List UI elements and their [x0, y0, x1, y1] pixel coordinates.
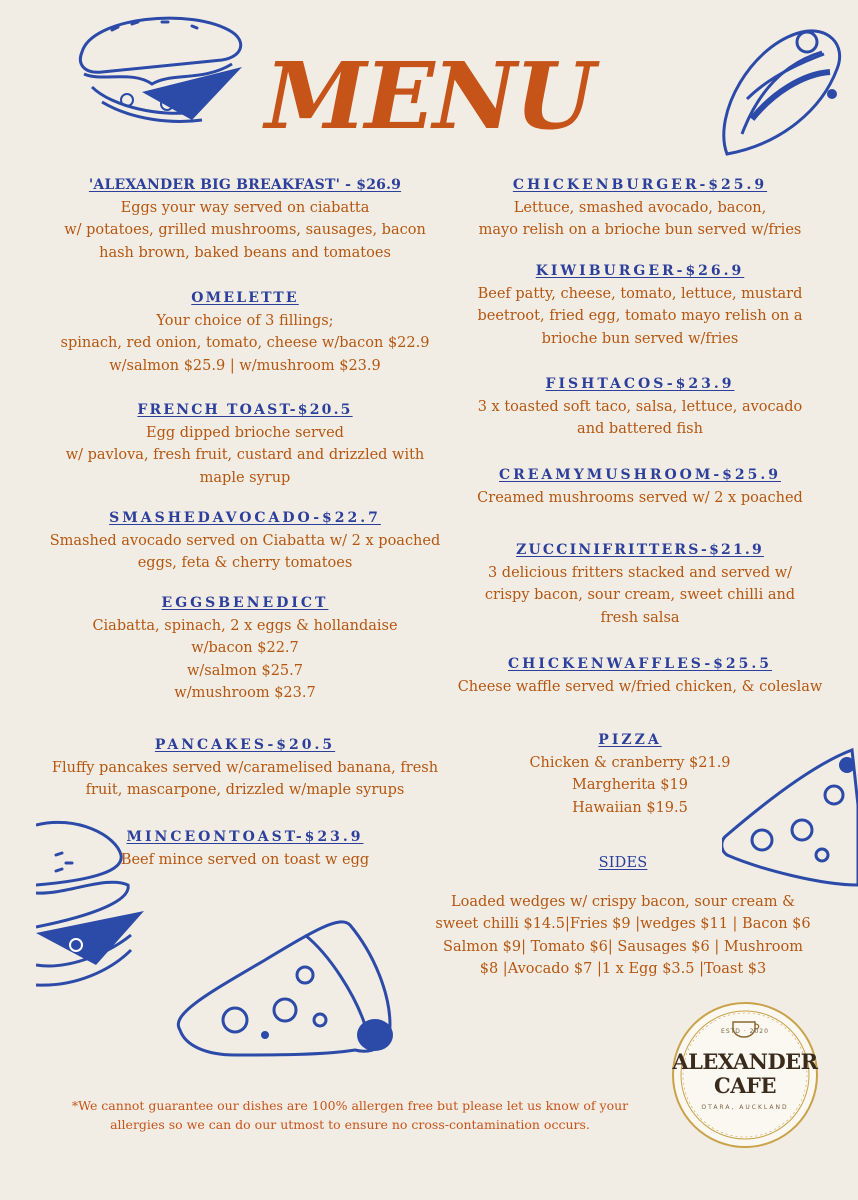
- item-description: Beef mince served on toast w egg: [120, 851, 370, 868]
- page-bottom: [0, 1160, 858, 1200]
- menu-item-pancakes: [40, 734, 450, 802]
- item-heading: MINCEONTOAST-$23.9: [126, 829, 364, 845]
- item-description: Creamed mushrooms served w/ 2 x poached: [477, 489, 803, 506]
- item-heading: PIZZA: [598, 732, 662, 748]
- menu-item-sides: [423, 852, 823, 981]
- item-heading: OMELETTE: [191, 290, 299, 306]
- item-heading: SMASHEDAVOCADO-$22.7: [109, 510, 381, 526]
- menu-item-kiwi-burger: [440, 260, 840, 350]
- menu-item-pizza: [430, 729, 830, 819]
- logo-established: ESTD · 2020: [721, 1028, 769, 1035]
- menu-item-creamy-mushroom: [440, 464, 840, 509]
- item-description: 3 delicious fritters stacked and served w/ crispy bacon, sour cream, sweet chilli and fresh salsa: [484, 564, 796, 626]
- menu-item-omelette: [40, 287, 450, 377]
- item-description: Lettuce, smashed avocado, bacon, mayo relish on a brioche bun served w/fries: [478, 199, 802, 238]
- item-heading: EGGSBENEDICT: [161, 595, 329, 611]
- item-description: Your choice of 3 fillings; spinach, red onion, tomato, cheese w/bacon $22.9 w/salmon $25.9 | w/mushroom $23.9: [60, 312, 430, 374]
- item-heading: 'ALEXANDER BIG BREAKFAST' - $26.9: [88, 177, 402, 193]
- menu-item-eggs-benedict: [40, 592, 450, 705]
- item-description: Fluffy pancakes served w/caramelised banana, fresh fruit, mascarpone, drizzled w/maple syrups: [51, 759, 439, 798]
- pizza-slice-doodle-icon: [175, 915, 400, 1065]
- item-heading: CREAMYMUSHROOM-$25.9: [498, 467, 782, 483]
- item-description: Smashed avocado served on Ciabatta w/ 2 x poached eggs, feta & cherry tomatoes: [49, 532, 441, 571]
- menu-item-big-breakfast: [40, 174, 450, 264]
- cafe-logo: [670, 1000, 820, 1150]
- item-description: Eggs your way served on ciabatta w/ potatoes, grilled mushrooms, sausages, bacon hash brown, baked beans and tomatoes: [64, 199, 426, 261]
- menu-item-mince-on-toast: [40, 826, 450, 871]
- item-description: Beef patty, cheese, tomato, lettuce, mustard beetroot, fried egg, tomato mayo relish on a brioche bun served w/fries: [477, 285, 803, 347]
- logo-name: ALEXANDER CAFE: [672, 1049, 818, 1098]
- item-heading: ZUCCINIFRITTERS-$21.9: [516, 542, 764, 558]
- menu-item-chicken-waffles: [440, 653, 840, 698]
- logo-location: OTARA, AUCKLAND: [701, 1104, 789, 1111]
- item-heading: CHICKENWAFFLES-$25.5: [507, 656, 773, 672]
- item-heading: SIDES: [598, 855, 648, 871]
- item-description: Chicken & cranberry $21.9 Margherita $19 Hawaiian $19.5: [529, 754, 731, 816]
- menu-item-chicken-burger: [440, 174, 840, 242]
- item-description: 3 x toasted soft taco, salsa, lettuce, avocado and battered fish: [477, 398, 803, 437]
- item-description: Cheese waffle served w/fried chicken, & coleslaw: [457, 678, 823, 695]
- item-heading: FISHTACOS-$23.9: [545, 376, 735, 392]
- menu-item-french-toast: [40, 399, 450, 489]
- item-heading: FRENCH TOAST-$20.5: [137, 402, 353, 418]
- allergen-disclaimer: *We cannot guarantee our dishes are 100% allergen free but please let us know of your allergies so we can do our utmost to ensure no cross-contamination occurs.: [71, 1098, 629, 1132]
- menu-item-fish-tacos: [440, 373, 840, 441]
- item-description: Loaded wedges w/ crispy bacon, sour cream & sweet chilli $14.5|Fries $9 |wedges $11 | Bacon $6 Salmon $9| Tomato $6| Sausages $6 | Mushroom $8 |Avocado $7 |1 x Egg $3.5 |Toast $3: [435, 893, 811, 977]
- menu-title: MENU: [264, 42, 594, 150]
- menu-item-zuccini-fritters: [440, 539, 840, 629]
- item-heading: CHICKENBURGER-$25.9: [512, 177, 768, 193]
- item-description: Ciabatta, spinach, 2 x eggs & hollandaise w/bacon $22.7 w/salmon $25.7 w/mushroom $23.7: [92, 617, 398, 701]
- item-description: Egg dipped brioche served w/ pavlova, fresh fruit, custard and drizzled with maple syrup: [65, 424, 425, 486]
- item-heading: PANCAKES-$20.5: [154, 737, 336, 753]
- item-heading: KIWIBURGER-$26.9: [535, 263, 745, 279]
- menu-item-smashed-avocado: [40, 507, 450, 575]
